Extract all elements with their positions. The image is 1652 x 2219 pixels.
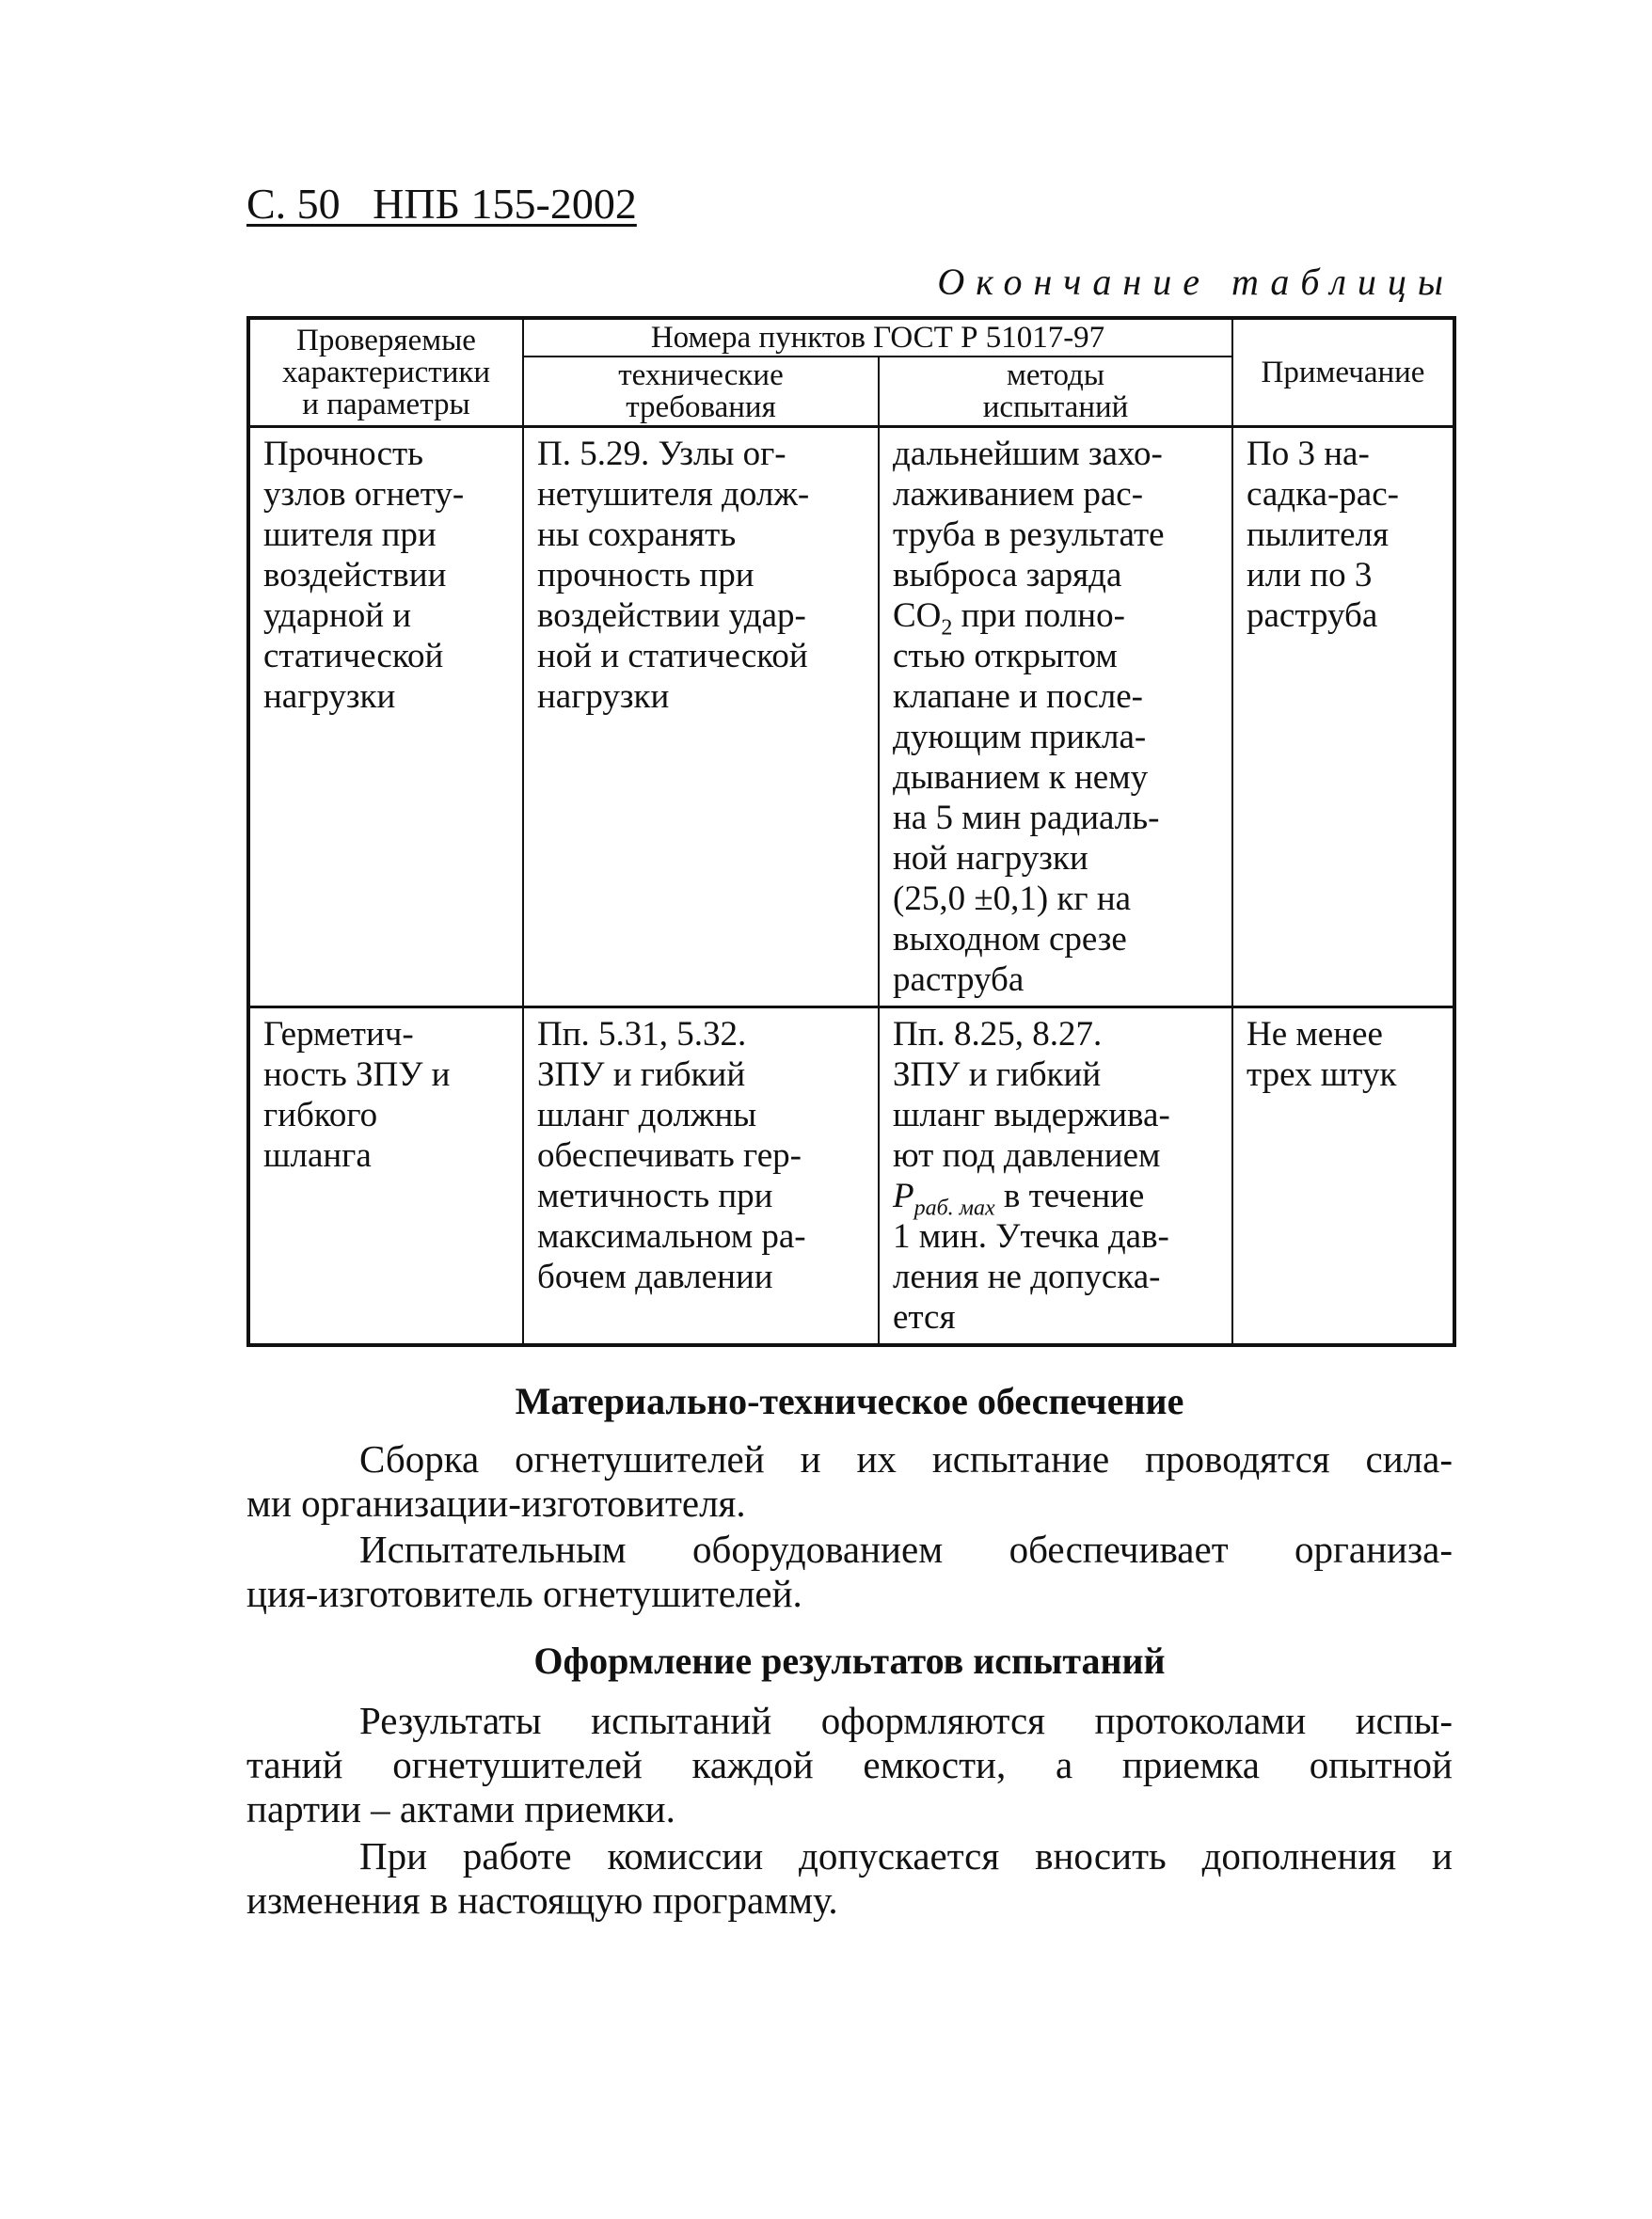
paragraph bbox=[246, 1437, 1453, 1526]
paragraph-line: партии – актами приемки. bbox=[246, 1787, 675, 1831]
paragraph-line: ция-изготовитель огнетушителей. bbox=[246, 1572, 802, 1615]
cell-characteristic bbox=[248, 427, 523, 1007]
pressure-symbol: P bbox=[893, 1177, 914, 1215]
cell-text: П. 5.29. Узлы ог- bbox=[537, 435, 786, 473]
cell-text: максимальном ра- bbox=[537, 1217, 806, 1256]
cell-text: садка-рас- bbox=[1247, 475, 1399, 514]
head-text: характеристики bbox=[281, 356, 491, 389]
cell-text: пылителя bbox=[1247, 515, 1389, 554]
head-text: Проверяемые bbox=[296, 324, 476, 357]
cell-text: стью открытом bbox=[893, 637, 1118, 675]
cell-note bbox=[1232, 427, 1454, 1007]
head-note: Примечание bbox=[1232, 318, 1454, 427]
head-text: требования bbox=[626, 390, 776, 424]
head-requirements bbox=[523, 357, 879, 427]
cell-text: раструба bbox=[893, 960, 1025, 999]
cell-text: обеспечивать гер- bbox=[537, 1136, 802, 1175]
cell-text: ны сохранять bbox=[537, 515, 737, 554]
page-header: С. 50 НПБ 155-2002 bbox=[246, 180, 637, 228]
paragraph bbox=[246, 1699, 1453, 1831]
head-methods bbox=[879, 357, 1232, 427]
cell-text: прочность при bbox=[537, 556, 755, 594]
cell-text: при полно- bbox=[952, 596, 1125, 635]
co2-formula: CO bbox=[893, 596, 942, 635]
paragraph-line: изменения в настоящую программу. bbox=[246, 1878, 838, 1922]
cell-text: Прочность bbox=[263, 435, 424, 473]
cell-requirement bbox=[523, 427, 879, 1007]
cell-text: ют под давлением bbox=[893, 1136, 1161, 1175]
cell-characteristic bbox=[248, 1007, 523, 1346]
cell-text: нетушителя долж- bbox=[537, 475, 810, 514]
cell-text: труба в результате bbox=[893, 515, 1165, 554]
cell-text: ной нагрузки bbox=[893, 839, 1088, 878]
cell-text: ления не допуска- bbox=[893, 1258, 1161, 1296]
table-caption: Окончание таблицы bbox=[937, 261, 1454, 303]
cell-text: трех штук bbox=[1247, 1055, 1397, 1094]
cell-text: узлов огнету- bbox=[263, 475, 465, 514]
section-heading-material: Материально-техническое обеспечение bbox=[515, 1380, 1184, 1422]
table-row bbox=[248, 1007, 1454, 1346]
cell-text: дующим прикла- bbox=[893, 718, 1147, 756]
cell-text: (25,0 ±0,1) кг на bbox=[893, 880, 1132, 918]
cell-text: выброса заряда bbox=[893, 556, 1122, 594]
head-text: испытаний bbox=[982, 390, 1129, 424]
cell-text: нагрузки bbox=[263, 677, 396, 716]
pressure-line bbox=[893, 1176, 1222, 1221]
cell-text: раструба bbox=[1247, 596, 1378, 635]
cell-text: ной и статической bbox=[537, 637, 808, 675]
cell-text: Пп. 5.31, 5.32. bbox=[537, 1015, 747, 1054]
cell-text: шланга bbox=[263, 1136, 372, 1175]
cell-method bbox=[879, 1007, 1232, 1346]
head-text: методы bbox=[1006, 358, 1105, 392]
cell-text: лаживанием рас- bbox=[893, 475, 1144, 514]
cell-text: клапане и после- bbox=[893, 677, 1143, 716]
cell-text: или по 3 bbox=[1247, 556, 1373, 594]
cell-method bbox=[879, 427, 1232, 1007]
paragraph-line: Испытательным оборудованием обеспечивает организа- bbox=[359, 1528, 1453, 1571]
paragraph-line: ми организации-изготовителя. bbox=[246, 1482, 746, 1525]
pressure-subscript: раб. мах bbox=[913, 1196, 995, 1221]
cell-text: нагрузки bbox=[537, 677, 670, 716]
section-heading-results: Оформление результатов испытаний bbox=[533, 1640, 1166, 1682]
cell-text: на 5 мин радиаль- bbox=[893, 799, 1160, 837]
paragraph-line: таний огнетушителей каждой емкости, а приемка опытной bbox=[246, 1743, 1453, 1786]
cell-text: ЗПУ и гибкий bbox=[893, 1055, 1102, 1094]
requirements-table bbox=[246, 316, 1456, 1347]
cell-text: воздействии bbox=[263, 556, 447, 594]
paragraph-line: Сборка огнетушителей и их испытание проводятся сила- bbox=[359, 1437, 1453, 1481]
cell-text: гибкого bbox=[263, 1096, 378, 1134]
cell-text: шланг должны bbox=[537, 1096, 757, 1134]
cell-text: воздействии удар- bbox=[537, 596, 806, 635]
table-row bbox=[248, 427, 1454, 1007]
cell-text: шланг выдержива- bbox=[893, 1096, 1170, 1134]
cell-text: ется bbox=[893, 1298, 956, 1337]
cell-text: статической bbox=[263, 637, 444, 675]
cell-text: дыванием к нему bbox=[893, 758, 1149, 797]
cell-text: Пп. 8.25, 8.27. bbox=[893, 1015, 1103, 1054]
cell-text: шителя при bbox=[263, 515, 437, 554]
cell-requirement bbox=[523, 1007, 879, 1346]
paragraph-line: Результаты испытаний оформляются протоколами испы- bbox=[359, 1699, 1453, 1742]
cell-note bbox=[1232, 1007, 1454, 1346]
cell-text: в течение bbox=[994, 1177, 1145, 1215]
cell-text: бочем давлении bbox=[537, 1258, 773, 1296]
cell-text: дальнейшим захо- bbox=[893, 435, 1163, 473]
cell-text: По 3 на- bbox=[1247, 435, 1370, 473]
head-text: технические bbox=[618, 358, 784, 392]
cell-text: 1 мин. Утечка дав- bbox=[893, 1217, 1169, 1256]
table-head-row-1 bbox=[248, 318, 1454, 357]
cell-text: ударной и bbox=[263, 596, 412, 635]
co2-line bbox=[893, 595, 1222, 641]
cell-text: Герметич- bbox=[263, 1015, 414, 1054]
head-gost-group: Номера пунктов ГОСТ Р 51017-97 bbox=[523, 318, 1232, 357]
head-text: и параметры bbox=[302, 388, 470, 421]
head-characteristics bbox=[248, 318, 523, 427]
cell-text: выходном срезе bbox=[893, 920, 1127, 959]
paragraph-line: При работе комиссии допускается вносить дополнения и bbox=[359, 1834, 1453, 1878]
cell-text: метичность при bbox=[537, 1177, 773, 1215]
cell-text: Не менее bbox=[1247, 1015, 1383, 1054]
paragraph bbox=[246, 1528, 1453, 1616]
cell-text: ЗПУ и гибкий bbox=[537, 1055, 746, 1094]
paragraph bbox=[246, 1834, 1453, 1923]
cell-text: ность ЗПУ и bbox=[263, 1055, 451, 1094]
co2-subscript: 2 bbox=[941, 615, 953, 641]
